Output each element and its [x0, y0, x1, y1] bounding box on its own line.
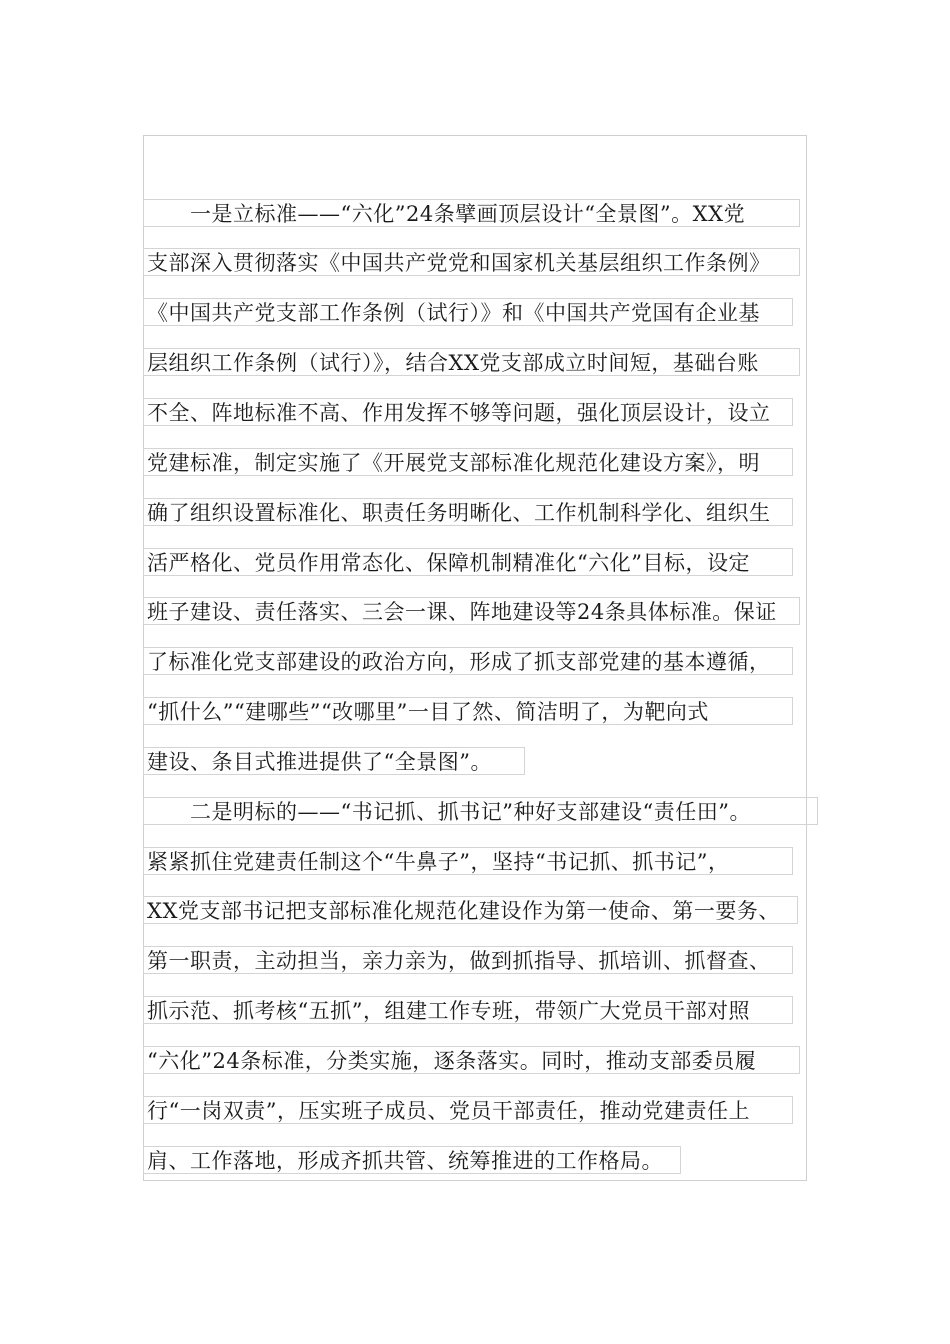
text-line: 了标准化党支部建设的政治方向，形成了抓支部党建的基本遵循，	[143, 647, 793, 675]
text-line: 层组织工作条例（试行）》，结合XX党支部成立时间短，基础台账	[143, 348, 800, 376]
text-line: 班子建设、责任落实、三会一课、阵地建设等24条具体标准。保证	[143, 597, 800, 625]
text-line: 支部深入贯彻落实《中国共产党党和国家机关基层组织工作条例》	[143, 248, 800, 276]
text-line: XX党支部书记把支部标准化规范化建设作为第一使命、第一要务、	[143, 896, 798, 924]
text-line: 党建标准，制定实施了《开展党支部标准化规范化建设方案》，明	[143, 448, 793, 476]
text-line: 《中国共产党支部工作条例（试行）》和《中国共产党国有企业基	[143, 298, 793, 326]
text-line: 第一职责，主动担当，亲力亲为，做到抓指导、抓培训、抓督查、	[143, 946, 793, 974]
text-line: 一是立标准——“六化”24条擘画顶层设计“全景图”。XX党	[143, 199, 800, 227]
text-line: “六化”24条标准，分类实施，逐条落实。同时，推动支部委员履	[143, 1046, 800, 1074]
text-line: 二是明标的——“书记抓、抓书记”种好支部建设“责任田”。	[143, 797, 818, 825]
text-line: 建设、条目式推进提供了“全景图”。	[143, 747, 525, 775]
text-line: 抓示范、抓考核“五抓”，组建工作专班，带领广大党员干部对照	[143, 996, 793, 1024]
text-line: 确了组织设置标准化、职责任务明晰化、工作机制科学化、组织生	[143, 498, 793, 526]
text-line: 紧紧抓住党建责任制这个“牛鼻子”，坚持“书记抓、抓书记”，	[143, 847, 793, 875]
text-line: 行“一岗双责”，压实班子成员、党员干部责任，推动党建责任上	[143, 1096, 793, 1124]
text-line: 活严格化、党员作用常态化、保障机制精准化“六化”目标，设定	[143, 548, 793, 576]
text-line: 不全、阵地标准不高、作用发挥不够等问题，强化顶层设计，设立	[143, 398, 793, 426]
text-line: 肩、工作落地，形成齐抓共管、统筹推进的工作格局。	[143, 1146, 681, 1174]
text-line: “抓什么”“建哪些”“改哪里”一目了然、简洁明了，为靶向式	[143, 697, 793, 725]
